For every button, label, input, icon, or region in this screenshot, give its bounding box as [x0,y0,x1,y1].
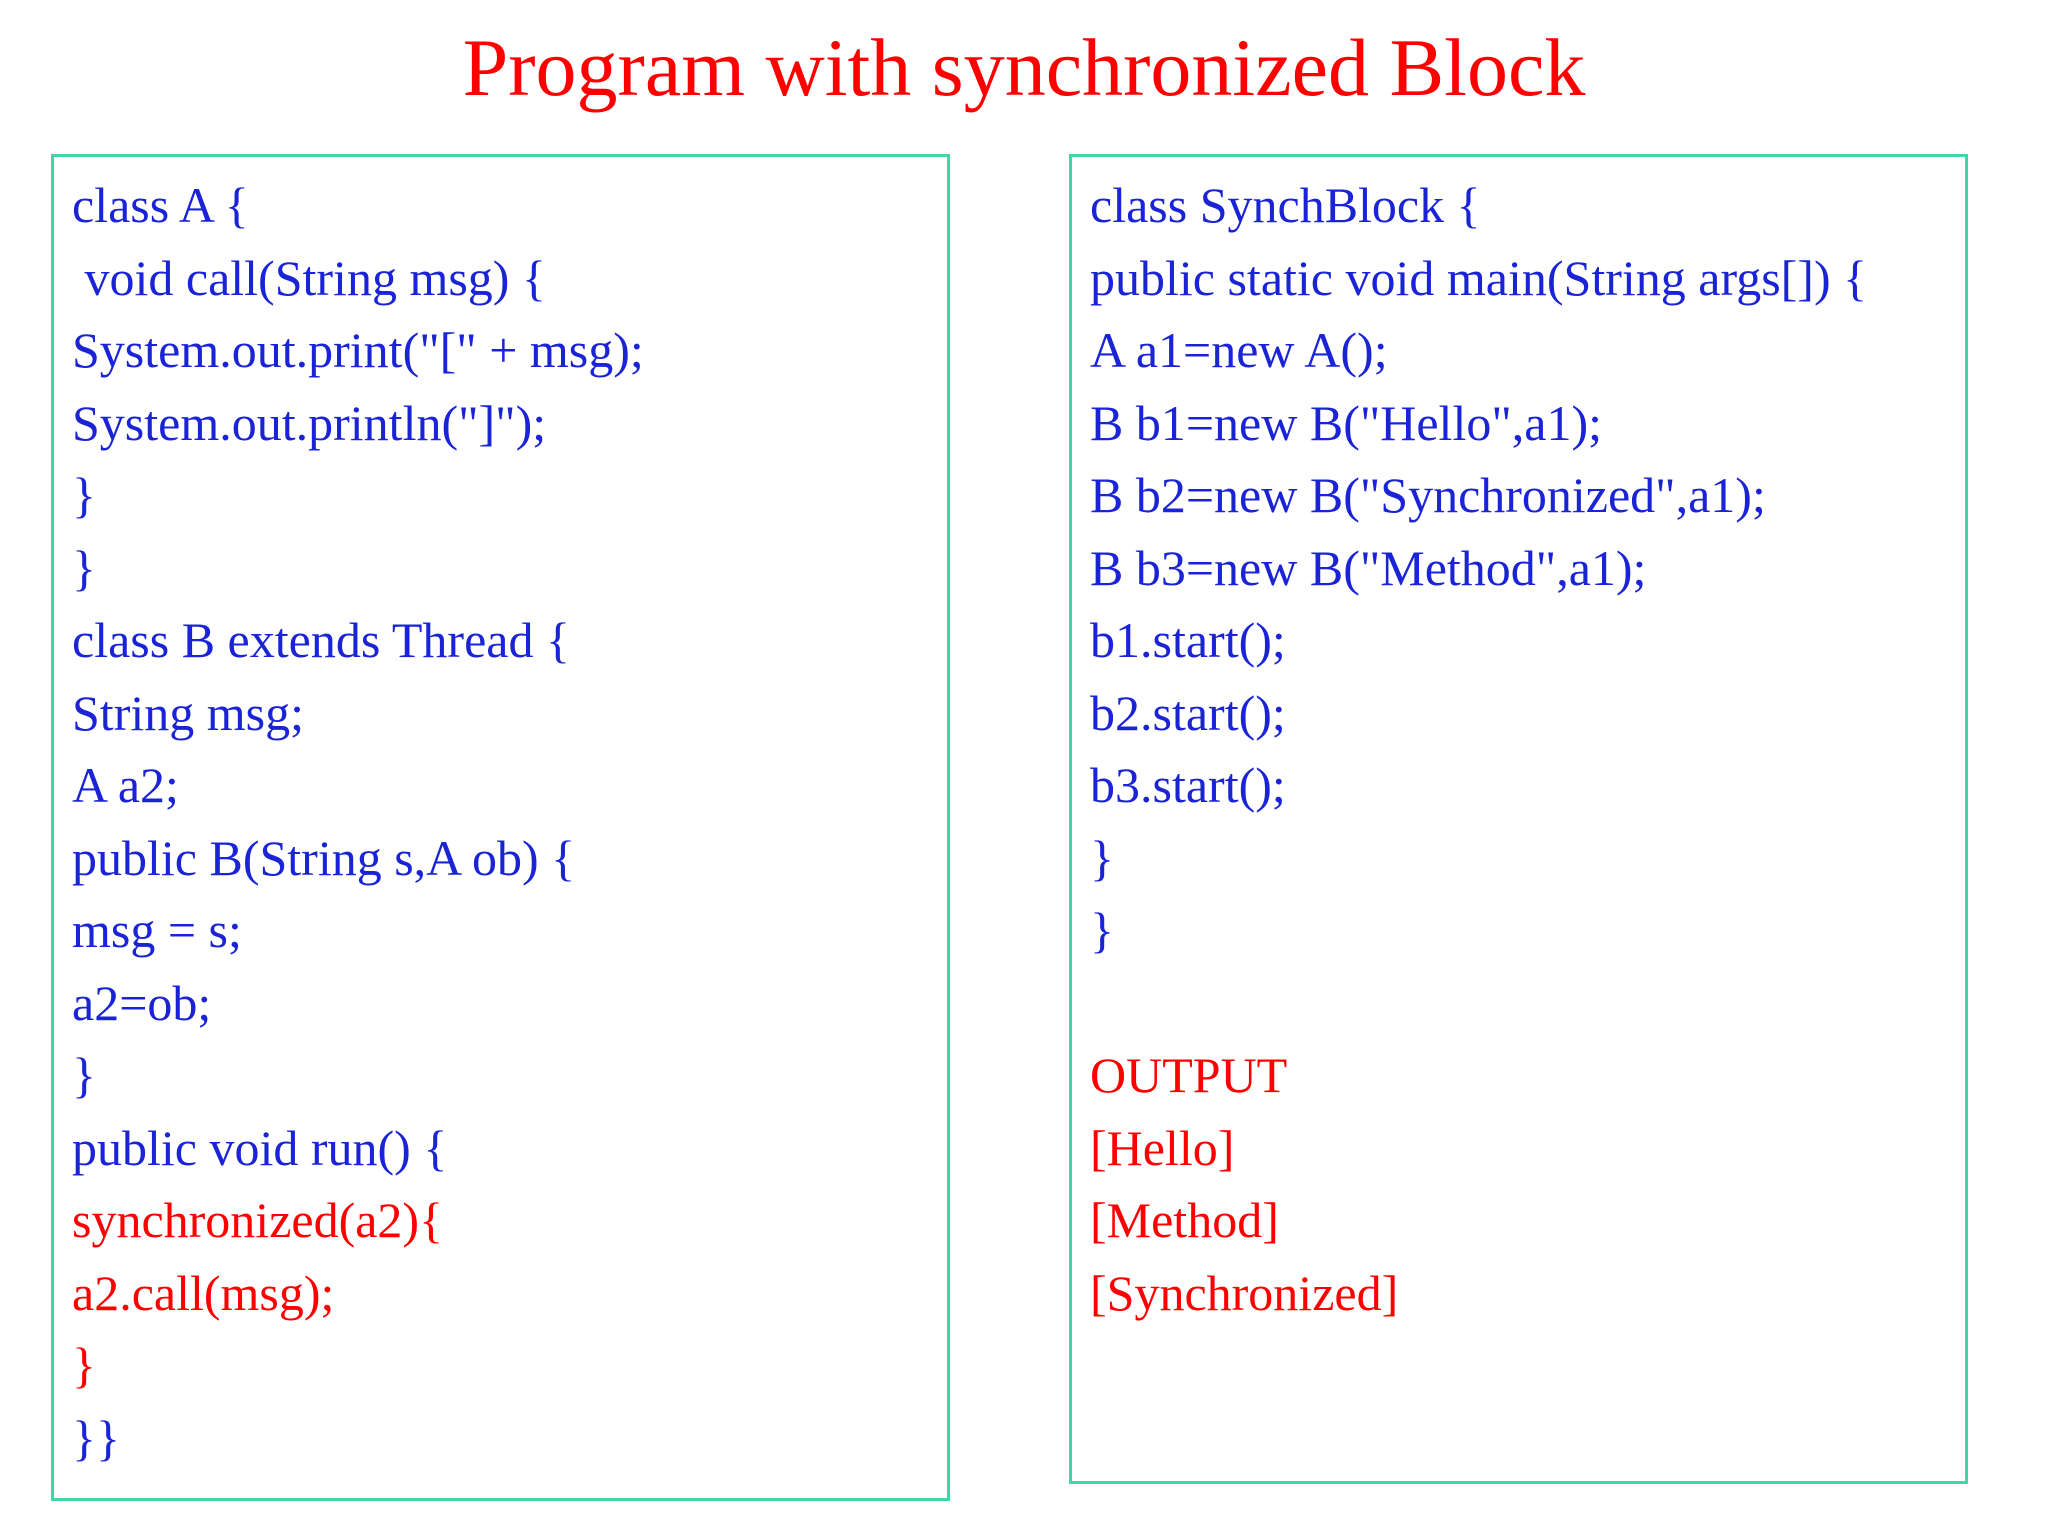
left-code-line: System.out.println("]"); [72,394,547,451]
right-code-line: B b2=new B("Synchronized",a1); [1090,467,1766,523]
right-code-line: b3.start(); [1090,757,1286,813]
right-code-line: b2.start(); [1090,684,1286,741]
left-code-line: public void run() { [72,1119,448,1176]
left-code-line: class B extends Thread { [72,612,570,668]
right-code-line [1090,967,1867,1040]
class-definitions-panel [51,154,950,1501]
right-code-line: b1.start(); [1090,612,1286,668]
left-code-line: class A { [72,177,249,233]
left-code-line: } [72,1047,96,1103]
right-code-listing [1090,169,1867,1329]
left-code-listing [72,169,644,1474]
right-code-line: } [1090,902,1114,958]
left-code-line: String msg; [72,684,304,741]
left-code-line: }} [72,1409,120,1466]
main-program-panel [1069,154,1968,1484]
right-code-line: [Synchronized] [1090,1264,1399,1321]
left-code-line: A a2; [72,757,179,813]
left-code-line: a2.call(msg); [72,1264,335,1321]
left-code-line: a2=ob; [72,974,212,1031]
right-code-line: [Hello] [1090,1119,1235,1176]
left-code-line: System.out.print("[" + msg); [72,322,644,378]
left-code-line: } [72,467,96,523]
right-code-line: B b1=new B("Hello",a1); [1090,394,1602,451]
right-code-line: class SynchBlock { [1090,177,1481,233]
slide-title: Program with synchronized Block [462,22,1586,113]
left-code-line: void call(String msg) { [72,249,546,306]
right-code-line: B b3=new B("Method",a1); [1090,539,1647,596]
right-code-line: OUTPUT [1090,1047,1288,1103]
right-code-line: [Method] [1090,1192,1279,1248]
left-code-line: synchronized(a2){ [72,1192,444,1248]
left-code-line: public B(String s,A ob) { [72,829,576,886]
left-code-line: } [72,539,96,596]
right-code-line: A a1=new A(); [1090,322,1388,378]
right-code-line: } [1090,829,1114,886]
left-code-line: } [72,1337,96,1393]
left-code-line: msg = s; [72,902,242,958]
right-code-line: public static void main(String args[]) { [1090,249,1868,306]
